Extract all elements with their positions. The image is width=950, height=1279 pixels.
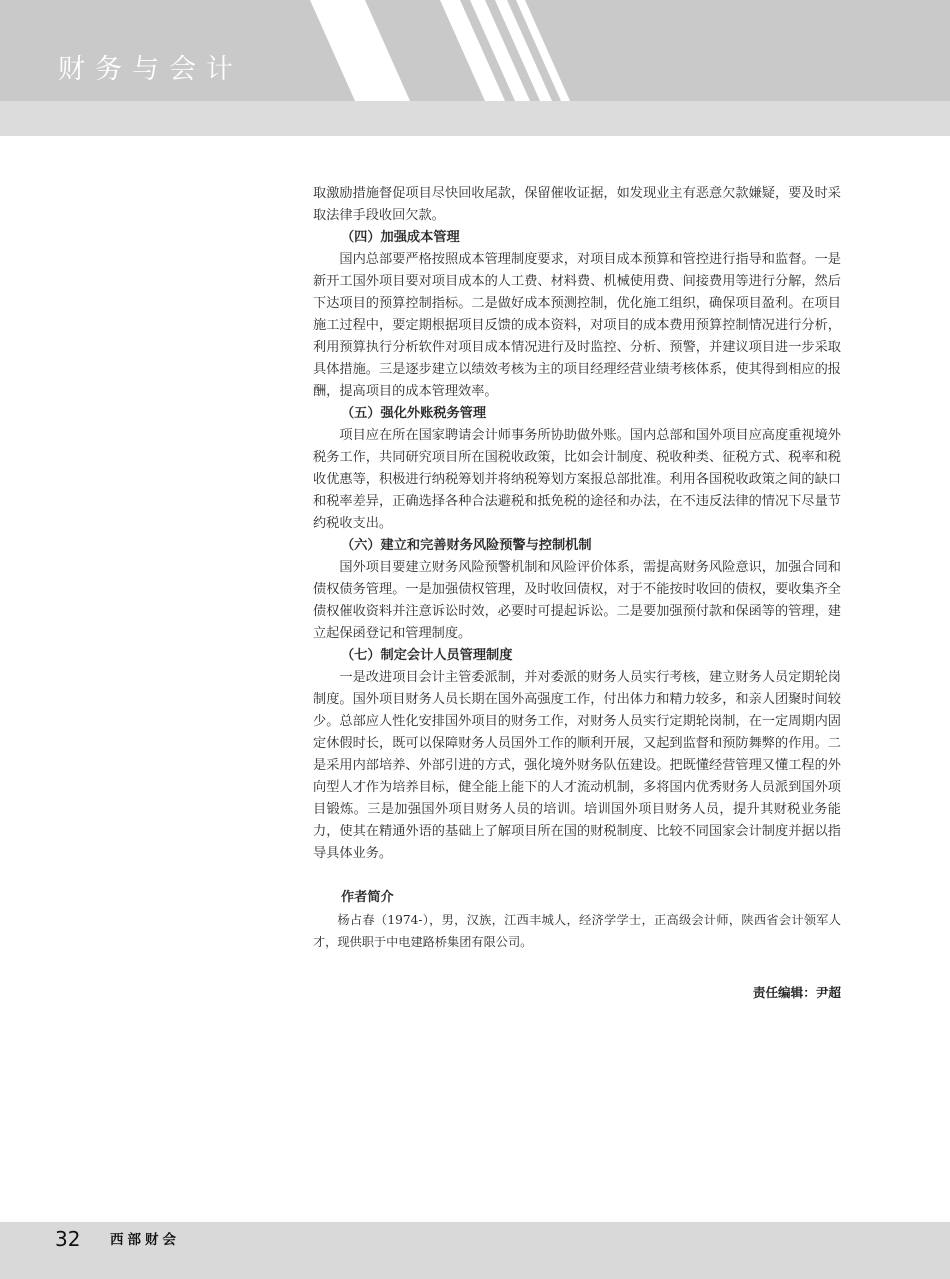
section-heading: （五）强化外账税务管理 [341,406,487,421]
stripe-wide [310,0,410,101]
article-body [313,183,841,953]
body-paragraph: 项目应在所在国家聘请会计师事务所协助做外账。国内总部和国外项目应高度重视境外税务工作，共同研究项目所在国税收政策，比如会计制度、税收种类、征税方式、税率和税收优惠等，积极进行纳税筹划并将纳税筹划方案报总部批准。利用各国税收政策之间的缺口和税率差异，正确选择各种合法避税和抵免税的途径和办法，在不违反法律的情况下尽量节约税收支出。 [313,428,841,531]
journal-name: 西部财会 [110,1232,180,1248]
author-bio: 杨占春（1974-），男，汉族，江西丰城人，经济学学士，正高级会计师，陕西省会计领军人才，现供职于中电建路桥集团有限公司。 [313,913,841,949]
section-heading: （六）建立和完善财务风险预警与控制机制 [341,538,592,553]
author-block [313,887,841,953]
body-paragraph: 国外项目要建立财务风险预警机制和风险评价体系，需提高财务风险意识，加强合同和债权债务管理。一是加强债权管理，及时收回债权，对于不能按时收回的债权，要收集齐全债权催收资料并注意诉讼时效，必要时可提起诉讼。二是要加强预付款和保函等的管理，建立起保函登记和管理制度。 [313,560,841,641]
section-heading: （七）制定会计人员管理制度 [341,648,513,663]
body-paragraph: 取激励措施督促项目尽快回收尾款，保留催收证据，如发现业主有恶意欠款嫌疑，要及时采取法律手段收回欠款。 [313,186,841,223]
page-number: 32 [55,1227,81,1251]
section-title: 财务与会计 [58,54,243,85]
body-paragraph: 一是改进项目会计主管委派制，并对委派的财务人员实行考核，建立财务人员定期轮岗制度。国外项目财务人员长期在国外高强度工作，付出体力和精力较多，和亲人团聚时间较少。总部应人性化安排国外项目的财务工作，对财务人员实行定期轮岗制，在一定周期内固定休假时长，既可以保障财务人员国外工作的顺利开展，又起到监督和预防舞弊的作用。二是采用内部培养、外部引进的方式，强化境外财务队伍建设。把既懂经营管理又懂工程的外向型人才作为培养目标，健全能上能下的人才流动机制，多将国内优秀财务人员派到国外项目锻炼。三是加强国外项目财务人员的培训。培训国外项目财务人员，提升其财税业务能力，使其在精通外语的基础上了解项目所在国的财税制度、比较不同国家会计制度并据以指导具体业务。 [313,670,841,861]
section-heading: （四）加强成本管理 [341,230,460,245]
header-strip [0,101,950,136]
article-flow [313,183,841,865]
author-heading: 作者简介 [341,890,394,905]
body-paragraph: 国内总部要严格按照成本管理制度要求，对项目成本预算和管控进行指导和监督。一是新开工国外项目要对项目成本的人工费、材料费、机械使用费、间接费用等进行分解，然后下达项目的预算控制指标。二是做好成本预测控制，优化施工组织，确保项目盈利。在项目施工过程中，要定期根据项目反馈的成本资料，对项目的成本费用预算控制情况进行分析，利用预算执行分析软件对项目成本情况进行及时监控、分析、预警，并建议项目进一步采取具体措施。三是逐步建立以绩效考核为主的项目经理经营业绩考核体系，使其得到相应的报酬，提高项目的成本管理效率。 [313,252,841,399]
responsible-editor: 责任编辑：尹超 [752,985,841,1000]
